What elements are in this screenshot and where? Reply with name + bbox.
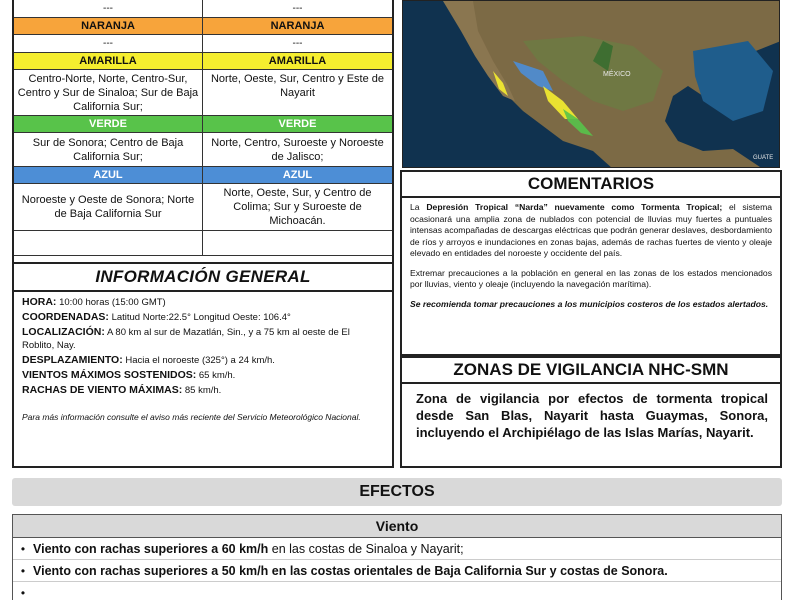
table-row <box>14 184 392 231</box>
map-label-mexico: MÉXICO <box>603 71 631 78</box>
comentario-rest: el sistema ocasionará una amplia zona de nublados con potencial de lluvias muy fuertes a puntuales intensas acompañadas de descargas eléctricas que podrán generar deslaves, desbordamiento de ríos y arroyos e inundaciones en zonas bajas, además de rachas fuertes de viento y oleaje elevado en entidades del noroeste y occidente del país. <box>410 202 773 258</box>
comentario-paragraph: Extremar precauciones a la población en general en las zonas de los estados mencionados por lluvias, viento y oleaje (incluyendo la navegación marítima). <box>410 267 772 289</box>
localizacion-line <box>22 326 384 352</box>
alert-level-azul: AZUL <box>203 167 392 183</box>
comentarios-title: COMENTARIOS <box>400 170 782 198</box>
alert-level-azul: AZUL <box>14 167 203 183</box>
comentarios-box <box>400 198 782 356</box>
map-label-guate: GUATE <box>753 155 774 161</box>
viento-item-bold: Viento con rachas superiores a 50 km/h en las costas orientales de Baja California Sur y costas de Sonora. <box>33 563 668 578</box>
table-row-verde <box>14 116 392 133</box>
rachas-value: 85 km/h. <box>184 385 222 396</box>
vientos-label: VIENTOS MÁXIMOS SOSTENIDOS: <box>22 369 197 381</box>
alert-level-verde: VERDE <box>14 116 203 132</box>
map-image <box>403 1 780 168</box>
table-row <box>14 231 392 256</box>
region-text: Norte, Centro, Suroeste y Noroeste de Jalisco; <box>211 136 384 163</box>
hora-value: 10:00 horas (15:00 GMT) <box>59 297 166 308</box>
table-cell: --- <box>292 37 303 49</box>
region-text: Norte, Oeste, Sur, y Centro de Colima; Sur y Suroeste de Michoacán. <box>223 187 372 227</box>
list-item <box>13 582 781 600</box>
hora-line <box>22 296 384 309</box>
list-item <box>13 560 781 582</box>
bullet-icon: • <box>20 563 26 578</box>
list-item <box>13 538 781 560</box>
coordenadas-value: Latitud Norte:22.5° Longitud Oeste: 106.4° <box>111 312 291 323</box>
table-row-amarilla <box>14 53 392 70</box>
table-row-naranja <box>14 18 392 35</box>
coordenadas-line <box>22 311 384 324</box>
desplazamiento-label: DESPLAZAMIENTO: <box>22 354 123 366</box>
bullet-icon: • <box>20 541 26 556</box>
zonas-vigilancia-title: ZONAS DE VIGILANCIA NHC-SMN <box>400 356 782 384</box>
alert-table <box>12 0 394 290</box>
bullet-icon: • <box>20 586 26 600</box>
alert-level-amarilla: AMARILLA <box>14 53 203 69</box>
efectos-title: EFECTOS <box>12 478 782 506</box>
viento-title: Viento <box>12 514 782 538</box>
comentario-prefix: La <box>410 202 427 212</box>
comentario-bold: Depresión Tropical “Narda” nuevamente como Tormenta Tropical; <box>426 202 723 212</box>
table-row <box>14 0 392 18</box>
localizacion-label: LOCALIZACIÓN: <box>22 326 105 338</box>
table-cell: --- <box>14 0 203 17</box>
zonas-vigilancia-text: Zona de vigilancia por efectos de tormenta tropical desde San Blas, Nayarit hasta Guaymas, Sonora, incluyendo el Archipiélago de las Islas Marías, Nayarit. <box>400 384 782 468</box>
table-cell: --- <box>292 2 303 14</box>
table-row <box>14 70 392 116</box>
info-general-title: INFORMACIÓN GENERAL <box>12 262 394 292</box>
satellite-map <box>402 0 780 168</box>
region-text: Norte, Oeste, Sur, Centro y Este de Nayarit <box>210 73 385 99</box>
localizacion-value: A 80 km al sur de Mazatlán, Sin., y a 75 km al oeste de El Roblito, Nay. <box>22 327 350 351</box>
vientos-value: 65 km/h. <box>198 370 236 381</box>
desplazamiento-line <box>22 354 384 367</box>
table-row <box>14 133 392 167</box>
info-general-box <box>12 292 394 468</box>
comentario-recomendacion: Se recomienda tomar precauciones a los municipios costeros de los estados alertados. <box>410 298 769 309</box>
hora-label: HORA: <box>22 296 57 308</box>
coordenadas-label: COORDENADAS: <box>22 311 109 323</box>
region-text: Centro-Norte, Norte, Centro-Sur, Centro y Sur de Sinaloa; Sur de Baja California Sur; <box>14 70 203 115</box>
alert-level-amarilla: AMARILLA <box>203 53 392 69</box>
table-row <box>14 35 392 53</box>
table-row-azul <box>14 167 392 184</box>
table-cell <box>203 231 392 255</box>
rachas-line <box>22 384 384 397</box>
table-cell: --- <box>14 35 203 52</box>
viento-item-rest: en las costas de Sinaloa y Nayarit; <box>268 541 464 556</box>
alert-level-naranja: NARANJA <box>203 18 392 34</box>
comentario-paragraph <box>410 202 772 260</box>
region-text: Noroeste y Oeste de Sonora; Norte de Baja California Sur <box>14 184 203 230</box>
vientos-line <box>22 369 384 382</box>
rachas-label: RACHAS DE VIENTO MÁXIMAS: <box>22 384 183 396</box>
alert-level-verde: VERDE <box>203 116 392 132</box>
viento-list <box>12 538 782 600</box>
alert-level-naranja: NARANJA <box>14 18 203 34</box>
viento-item-bold: Viento con rachas superiores a 60 km/h <box>33 541 269 556</box>
info-note: Para más información consulte el aviso más reciente del Servicio Meteorológico Nacional. <box>22 412 361 422</box>
desplazamiento-value: Hacia el noroeste (325°) a 24 km/h. <box>125 355 275 366</box>
region-text: Sur de Sonora; Centro de Baja California Sur; <box>14 133 203 166</box>
table-cell <box>14 231 203 255</box>
